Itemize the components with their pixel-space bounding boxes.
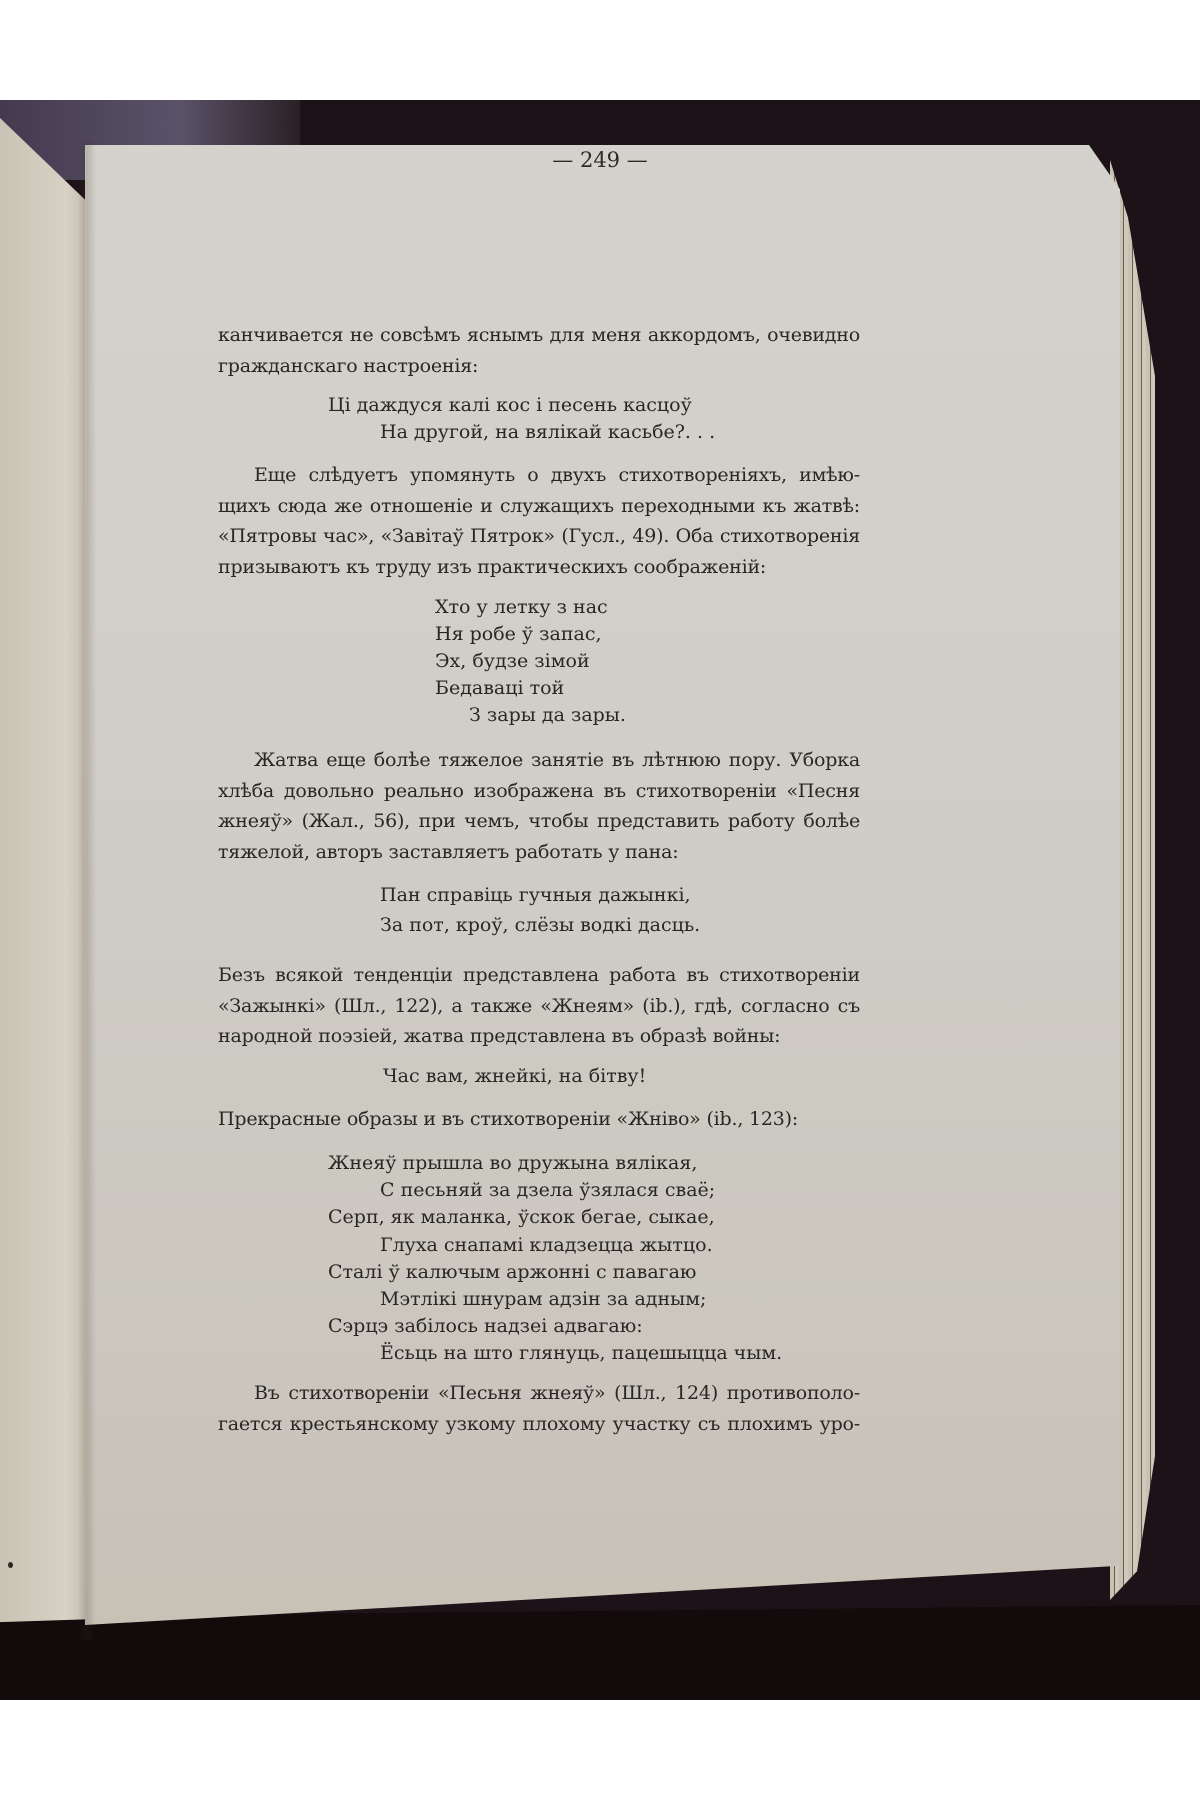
- paragraph-5: [218, 1104, 860, 1135]
- text-line: Еще слѣдуетъ упомянуть о двухъ стихотвореніяхъ, имѣю-: [254, 464, 860, 486]
- verse-line: Серп, як маланка, ўскок бегае, сыкае,: [328, 1206, 715, 1229]
- page-number: — 249 —: [552, 148, 648, 172]
- verse-1: [328, 392, 715, 446]
- text-line: Жатва еще болѣе тяжелое занятіе въ лѣтнюю пору. Уборка: [254, 749, 860, 771]
- text-line: Безъ всякой тенденціи представлена работа въ стихотвореніи: [218, 964, 860, 986]
- verse-line: С песьняй за дзела ўзялася сваё;: [380, 1179, 716, 1202]
- verse-line: Ці даждуся калі кос і песень касцоў: [328, 394, 692, 416]
- text-line: призываютъ къ труду изъ практическихъ соображеній:: [218, 555, 767, 578]
- text-line: тяжелой, авторъ заставляетъ работать у пана:: [218, 840, 679, 863]
- verse-line: Мэтлікі шнурам адзін за адным;: [380, 1288, 707, 1311]
- verse-line: Час вам, жнейкі, на бітву!: [383, 1065, 647, 1087]
- text-line: народной поэзіей, жатва представлена въ образѣ войны:: [218, 1025, 781, 1047]
- verse-line: Ёсьць на што глянуць, пацешыцца чым.: [380, 1342, 783, 1365]
- paragraph-2: [218, 460, 860, 582]
- verse-3: [380, 880, 700, 940]
- verse-line: З зары да зары.: [469, 704, 626, 726]
- verse-line: Сталі ў калючым аржонні с павагаю: [328, 1260, 697, 1283]
- verse-line: Ня робе ў запас,: [435, 623, 602, 645]
- verse-line: Глуха снапамі кладзецца жытцо.: [380, 1233, 713, 1256]
- text-line: «Зажынкі» (Шл., 122), а также «Жнеям» (ib.), гдѣ, согласно съ: [218, 994, 860, 1017]
- verse-4: [383, 1063, 646, 1090]
- verse-5: [328, 1150, 782, 1368]
- paragraph-4: [218, 960, 860, 1052]
- verse-line: Пан справіць гучныя дажынкі,: [380, 884, 691, 906]
- verse-2: [435, 594, 626, 729]
- text-line: щихъ сюда же отношеніе и служащихъ переходными къ жатвѣ:: [218, 494, 860, 517]
- text-line: Прекрасные образы и въ стихотвореніи «Жніво» (ib., 123):: [218, 1108, 799, 1130]
- paragraph-3: [218, 745, 860, 867]
- text-line: «Пятровы час», «Завітаў Пятрок» (Гусл., 49). Оба стихотворенія: [218, 525, 860, 547]
- verse-line: Жнеяў прышла во дружына вялікая,: [328, 1152, 698, 1174]
- paragraph-1: [218, 320, 860, 381]
- text-line: канчивается не совсѣмъ яснымъ для меня аккордомъ, очевидно: [218, 324, 860, 346]
- verse-line: Хто у летку з нас: [435, 596, 608, 618]
- text-line: Въ стихотвореніи «Песьня жнеяў» (Шл., 124) противополо-: [254, 1382, 860, 1404]
- ink-speck: [8, 1562, 13, 1568]
- text-line: жнеяў» (Жал., 56), при чемъ, чтобы представить работу болѣе: [218, 810, 860, 832]
- verse-line: За пот, кроў, слёзы водкі дасць.: [380, 914, 701, 936]
- verse-line: На другой, на вялікай касьбе?. . .: [380, 421, 716, 443]
- verse-line: Сэрцэ забілось надзеі адвагаю:: [328, 1315, 643, 1338]
- paragraph-6: [218, 1378, 860, 1439]
- text-line: гается крестьянскому узкому плохому участку съ плохимъ уро-: [218, 1412, 860, 1435]
- verse-line: Бедаваці той: [435, 677, 565, 699]
- text-line: гражданскаго настроенія:: [218, 354, 479, 377]
- verse-line: Эх, будзе зімой: [435, 650, 590, 672]
- book-gutter: [78, 140, 96, 1640]
- text-line: хлѣба довольно реально изображена въ стихотвореніи «Песня: [218, 779, 860, 802]
